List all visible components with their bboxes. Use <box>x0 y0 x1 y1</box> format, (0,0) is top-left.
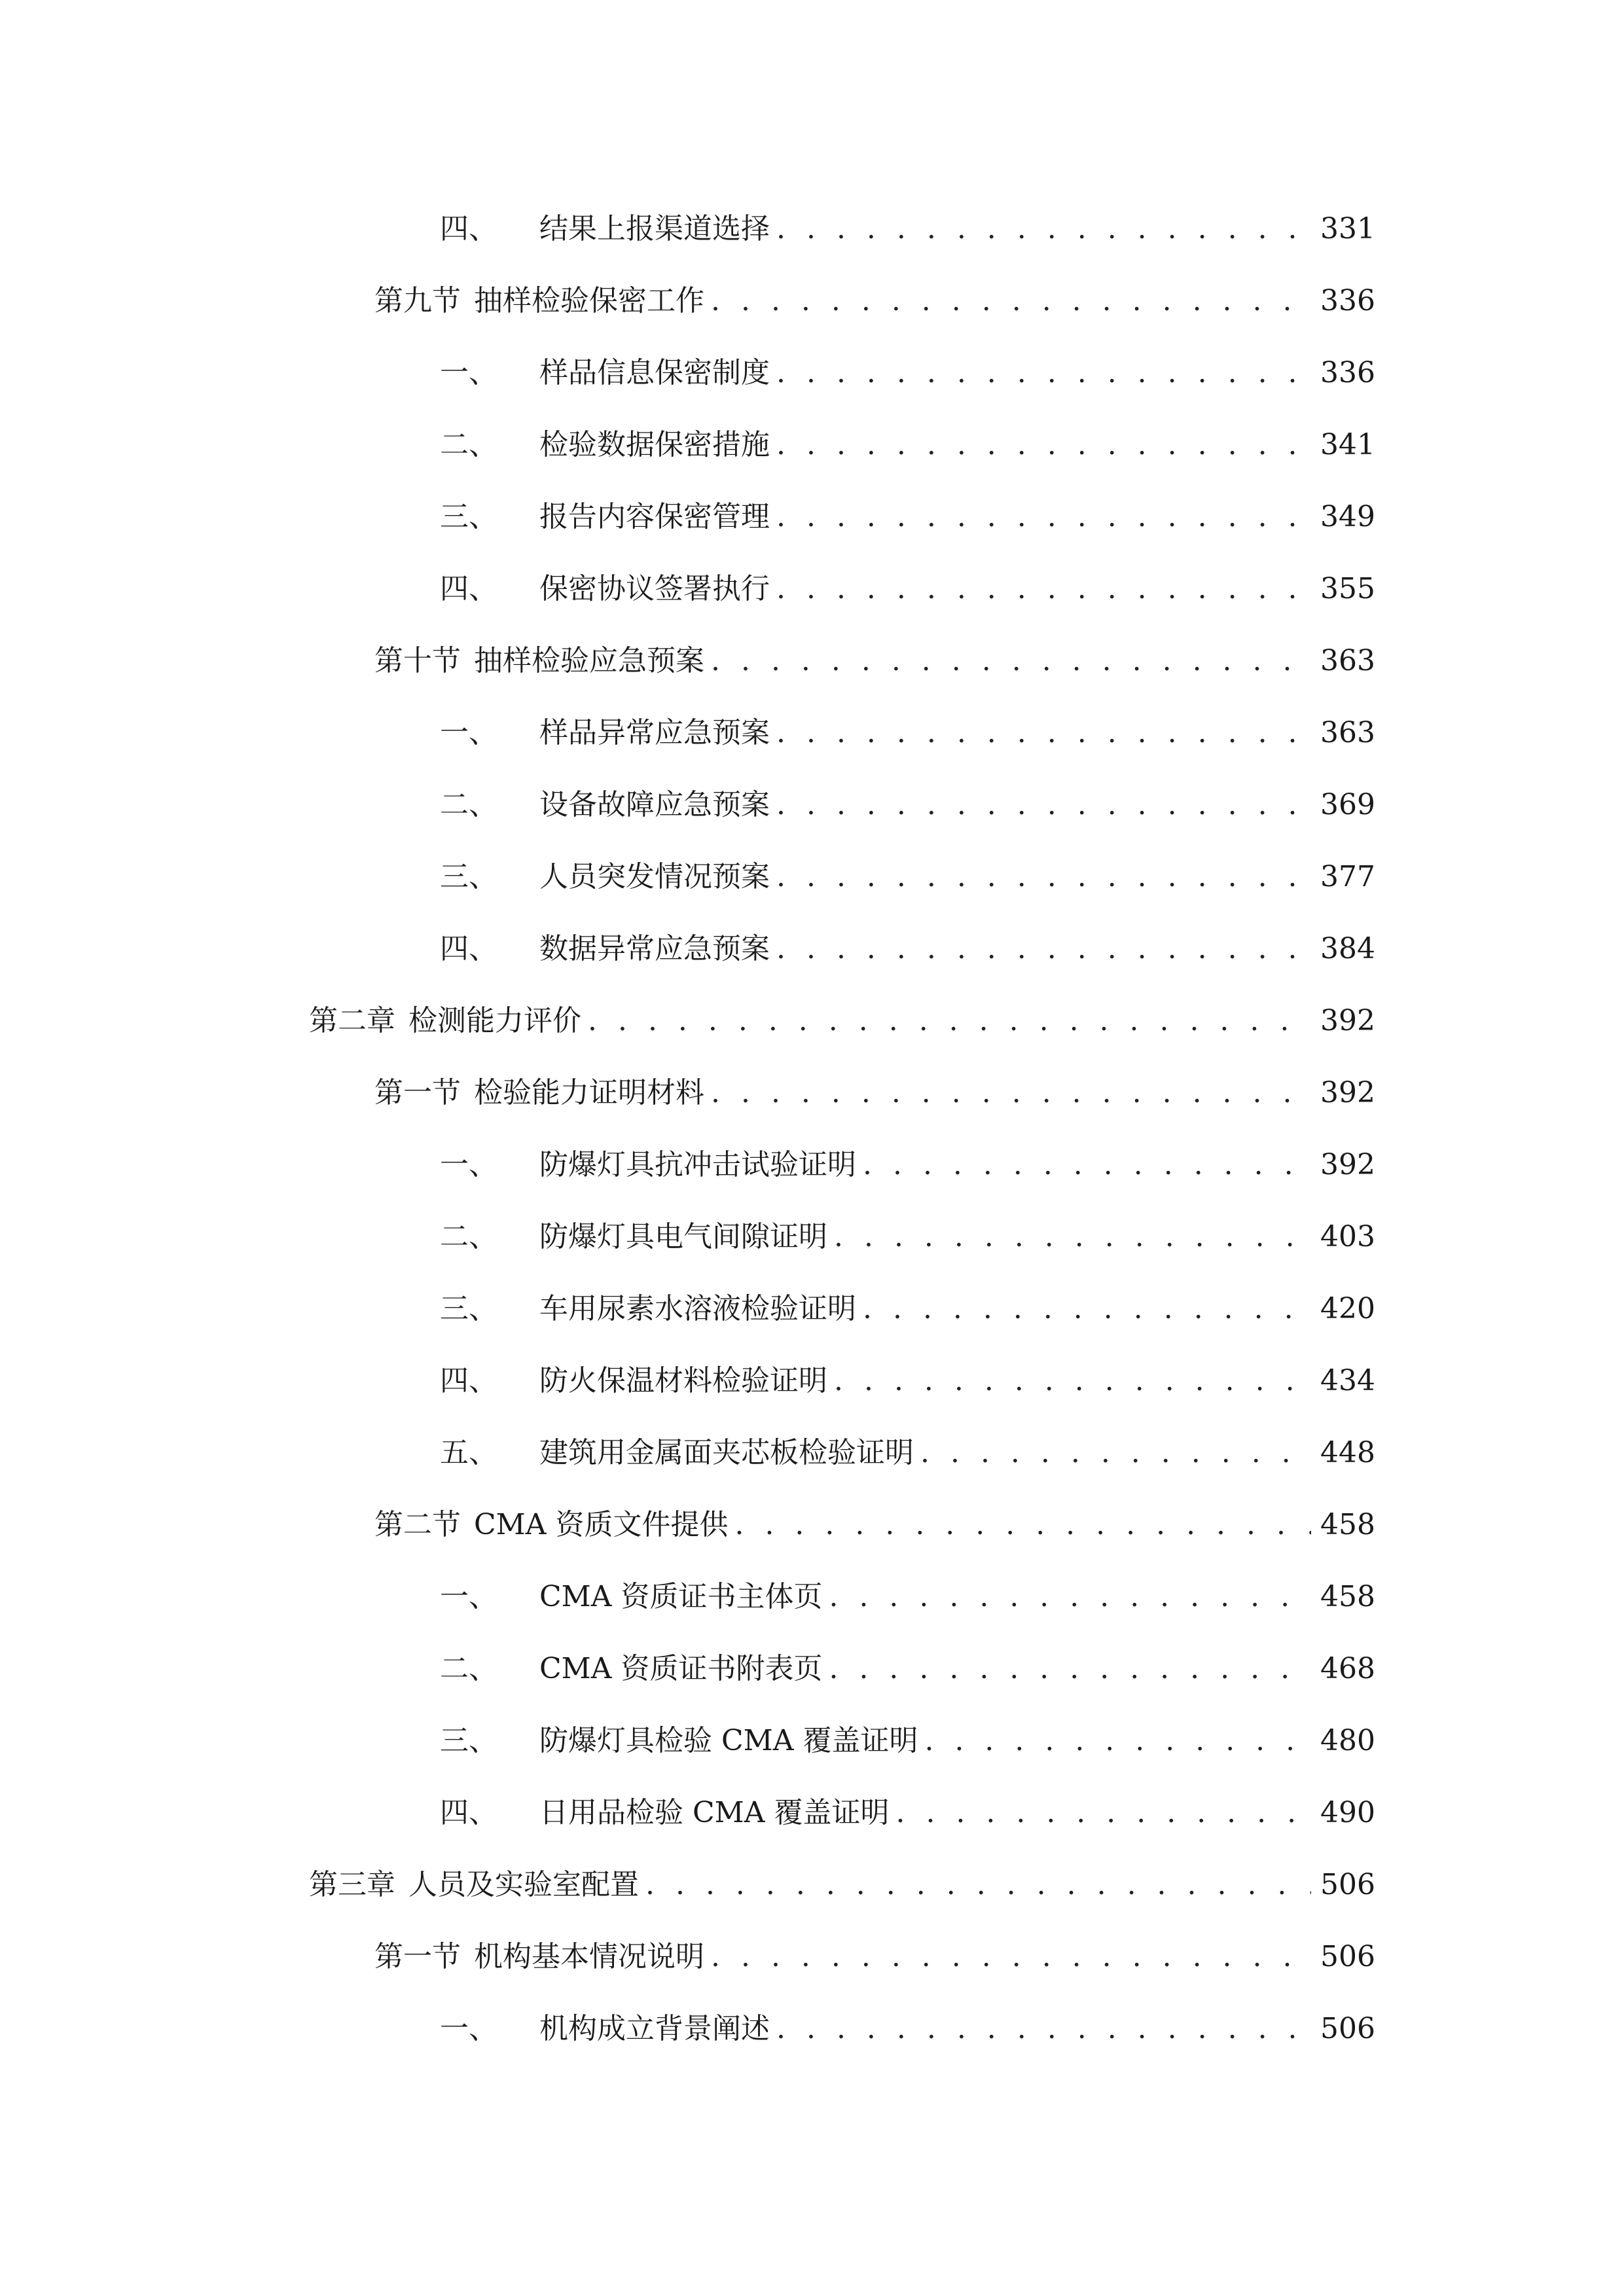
dot-leader <box>895 1787 1311 1839</box>
toc-entry-page: 331 <box>1320 212 1375 245</box>
dot-leader <box>834 1355 1311 1407</box>
dot-leader <box>829 1571 1311 1623</box>
dot-leader <box>924 1715 1311 1767</box>
toc-entry-page: 458 <box>1320 1580 1375 1613</box>
toc-entry-title: CMA 资质文件提供 <box>474 1508 729 1541</box>
toc-entry-number: 第二节 <box>374 1508 461 1541</box>
dot-leader <box>863 1139 1311 1191</box>
toc-entry-number: 四、 <box>440 932 497 965</box>
toc-entry[interactable] <box>374 1067 1375 1119</box>
toc-entry[interactable] <box>440 491 1375 543</box>
toc-entry-page: 458 <box>1320 1508 1375 1541</box>
toc-entry[interactable] <box>374 1499 1375 1551</box>
toc-entry-page: 448 <box>1320 1436 1375 1469</box>
toc-entry-title: 检验数据保密措施 <box>539 428 770 461</box>
toc-entry-number: 三、 <box>440 1724 497 1757</box>
toc-entry-number: 第一节 <box>374 1076 461 1109</box>
toc-entry[interactable] <box>440 203 1375 255</box>
toc-entry-page: 384 <box>1320 932 1375 965</box>
toc-entry[interactable] <box>440 419 1375 471</box>
dot-leader <box>829 1643 1311 1695</box>
dot-leader <box>776 419 1311 471</box>
toc-entry-number: 四、 <box>440 572 497 605</box>
toc-entry[interactable] <box>440 707 1375 759</box>
toc-entry-title: CMA 资质证书附表页 <box>539 1652 823 1685</box>
toc-entry[interactable] <box>440 2003 1375 2055</box>
toc-entry-title: 人员突发情况预案 <box>539 860 770 893</box>
toc-entry-title: 数据异常应急预案 <box>539 932 770 965</box>
dot-leader <box>776 563 1311 615</box>
toc-entry-page: 377 <box>1320 860 1375 893</box>
toc-entry-title: 防爆灯具抗冲击试验证明 <box>539 1148 856 1181</box>
toc-entry[interactable] <box>440 779 1375 831</box>
toc-entry-page: 392 <box>1320 1076 1375 1109</box>
toc-entry-number: 一、 <box>440 1148 497 1181</box>
dot-leader <box>776 851 1311 903</box>
toc-entry-page: 506 <box>1320 1868 1375 1901</box>
toc-entry-page: 434 <box>1320 1364 1375 1397</box>
toc-entry-number: 二、 <box>440 788 497 821</box>
toc-entry-page: 392 <box>1320 1148 1375 1181</box>
dot-leader <box>776 491 1311 543</box>
dot-leader <box>711 1931 1311 1983</box>
toc-entry-page: 480 <box>1320 1724 1375 1757</box>
toc-entry-title: 结果上报渠道选择 <box>539 212 770 245</box>
toc-entry-number: 二、 <box>440 428 497 461</box>
toc-entry[interactable] <box>440 1355 1375 1407</box>
toc-entry-page: 420 <box>1320 1292 1375 1325</box>
toc-entry-page: 363 <box>1320 716 1375 749</box>
toc-entry-title: 设备故障应急预案 <box>539 788 770 821</box>
toc-entry-number: 一、 <box>440 356 497 389</box>
toc-entry-number: 一、 <box>440 2012 497 2045</box>
dot-leader <box>920 1427 1311 1479</box>
toc-entry-number: 四、 <box>440 1796 497 1829</box>
toc-entry[interactable] <box>440 1211 1375 1263</box>
toc-entry-title: 保密协议签署执行 <box>539 572 770 605</box>
toc-entry-title: 防爆灯具电气间隙证明 <box>539 1220 827 1253</box>
toc-entry-title: 机构成立背景阐述 <box>539 2012 770 2045</box>
toc-entry[interactable] <box>440 1715 1375 1767</box>
toc-entry[interactable] <box>440 1427 1375 1479</box>
toc-entry[interactable] <box>440 347 1375 399</box>
dot-leader <box>711 635 1311 687</box>
toc-entry[interactable] <box>440 1283 1375 1335</box>
toc-entry[interactable] <box>440 1139 1375 1191</box>
dot-leader <box>776 779 1311 831</box>
toc-entry-page: 363 <box>1320 644 1375 677</box>
toc-entry[interactable] <box>440 1643 1375 1695</box>
toc-entry[interactable] <box>374 275 1375 327</box>
dot-leader <box>645 1859 1311 1911</box>
toc-entry-number: 一、 <box>440 716 497 749</box>
toc-entry-number: 二、 <box>440 1652 497 1685</box>
dot-leader <box>588 995 1311 1047</box>
toc-entry-title: 防火保温材料检验证明 <box>539 1364 827 1397</box>
toc-entry-page: 349 <box>1320 500 1375 533</box>
toc-entry-title: 样品异常应急预案 <box>539 716 770 749</box>
toc-entry-page: 506 <box>1320 2012 1375 2045</box>
dot-leader <box>734 1499 1311 1551</box>
toc-entry-page: 468 <box>1320 1652 1375 1685</box>
toc-entry[interactable] <box>440 563 1375 615</box>
toc-entry-title: 人员及实验室配置 <box>408 1868 639 1901</box>
toc-entry[interactable] <box>440 923 1375 975</box>
toc-entry-title: 检验能力证明材料 <box>474 1076 704 1109</box>
toc-entry-number: 第一节 <box>374 1940 461 1973</box>
toc-entry-title: CMA 资质证书主体页 <box>539 1580 823 1613</box>
toc-entry[interactable] <box>309 1859 1375 1911</box>
dot-leader <box>776 2003 1311 2055</box>
toc-entry-title: 抽样检验应急预案 <box>474 644 704 677</box>
toc-entry[interactable] <box>440 851 1375 903</box>
toc-entry-page: 341 <box>1320 428 1375 461</box>
toc-entry[interactable] <box>440 1571 1375 1623</box>
toc-entry-page: 490 <box>1320 1796 1375 1829</box>
toc-entry-number: 三、 <box>440 500 497 533</box>
dot-leader <box>711 1067 1311 1119</box>
toc-entry-number: 四、 <box>440 1364 497 1397</box>
toc-entry-number: 第三章 <box>309 1868 395 1901</box>
toc-entry-number: 第九节 <box>374 284 461 317</box>
toc-entry-title: 检测能力评价 <box>408 1004 581 1037</box>
toc-entry-number: 三、 <box>440 860 497 893</box>
toc-entry-page: 355 <box>1320 572 1375 605</box>
dot-leader <box>863 1283 1311 1335</box>
toc-entry-title: 报告内容保密管理 <box>539 500 770 533</box>
toc-entry-page: 369 <box>1320 788 1375 821</box>
toc-entry-page: 336 <box>1320 284 1375 317</box>
dot-leader <box>776 707 1311 759</box>
toc-entry-title: 抽样检验保密工作 <box>474 284 704 317</box>
dot-leader <box>776 347 1311 399</box>
toc-entry-title: 防爆灯具检验 CMA 覆盖证明 <box>539 1724 918 1757</box>
toc-entry-title: 机构基本情况说明 <box>474 1940 704 1973</box>
toc-entry[interactable] <box>440 1787 1375 1839</box>
toc-entry-number: 三、 <box>440 1292 497 1325</box>
toc-entry-number: 二、 <box>440 1220 497 1253</box>
dot-leader <box>834 1211 1311 1263</box>
toc-entry-title: 样品信息保密制度 <box>539 356 770 389</box>
toc-entry-number: 第二章 <box>309 1004 395 1037</box>
toc-entry-title: 车用尿素水溶液检验证明 <box>539 1292 856 1325</box>
toc-entry-number: 一、 <box>440 1580 497 1613</box>
toc-entry[interactable] <box>374 635 1375 687</box>
toc-entry-number: 第十节 <box>374 644 461 677</box>
toc-entry-number: 五、 <box>440 1436 497 1469</box>
toc-entry-title: 建筑用金属面夹芯板检验证明 <box>539 1436 914 1469</box>
toc-entry-page: 403 <box>1320 1220 1375 1253</box>
toc-entry-number: 四、 <box>440 212 497 245</box>
toc-entry-title: 日用品检验 CMA 覆盖证明 <box>539 1796 890 1829</box>
toc-entry[interactable] <box>309 995 1375 1047</box>
dot-leader <box>711 275 1311 327</box>
toc-entry[interactable] <box>374 1931 1375 1983</box>
dot-leader <box>776 923 1311 975</box>
toc-entry-page: 506 <box>1320 1940 1375 1973</box>
toc-entry-page: 392 <box>1320 1004 1375 1037</box>
toc-entry-page: 336 <box>1320 356 1375 389</box>
dot-leader <box>776 203 1311 255</box>
